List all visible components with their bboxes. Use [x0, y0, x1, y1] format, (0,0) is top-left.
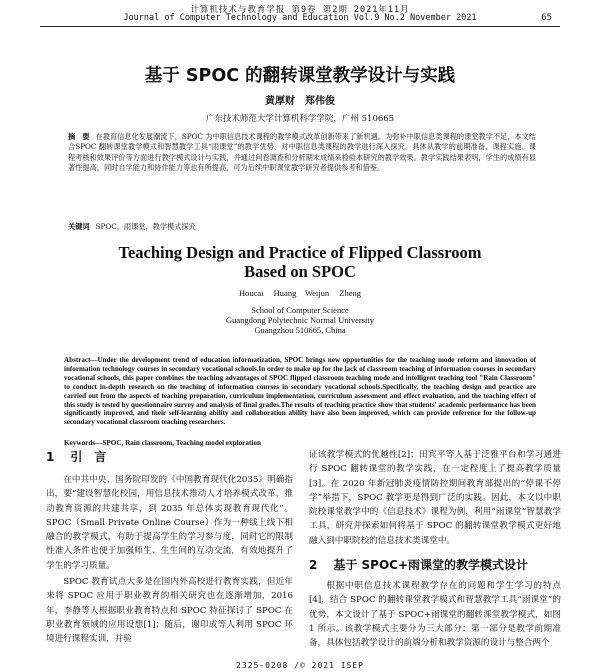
abstract-en-label: Abstract— — [64, 356, 98, 364]
right-column — [309, 448, 561, 651]
keywords-cn-text: SPOC，雨课堂，教学模式探究 — [95, 222, 196, 231]
keywords-en-label: Keywords— — [64, 439, 103, 447]
title-en-line2: Based on SPOC — [244, 262, 356, 281]
footer-issn: 2325-0208 /© 2021 ISEP — [236, 661, 364, 670]
keywords-en — [64, 439, 536, 447]
left-column — [46, 448, 293, 647]
affiliation-en — [0, 305, 600, 335]
section1-title: 引 言 — [70, 450, 107, 464]
section1-para2: SPOC 教育试点大多是在国内外高校进行教育实践，但近年来将 SPOC 应用于职业教育的相关研究也在逐渐增加，2016 年，李静等人根据职业教育特点和 SPOC 特征探讨了 SPOC 在职业教育领域的应用设想[1]；随后，谢印成等人利用 SPOC 环境进行课程实训，并验 — [46, 577, 293, 645]
section1-number: 1 — [46, 450, 55, 464]
section2-title: 基于 SPOC+雨课堂的教学模式设计 — [333, 558, 529, 573]
abstract-cn-label: 摘 要 — [68, 132, 90, 141]
section2-heading — [309, 556, 561, 573]
right-para-continued: 证该教学模式的优越性[2]；田宾平等人基于泛雅平台和学习通进行 SPOC 翻转课堂的教学实践，在一定程度上了提高教学质量[3]。在 2020 年新冠肺炎疫情防控期间教育部提出的“停课不停学”举措下，SPOC 教学更是得到广泛的实践。因此，本文以中职院校课堂教学中的《信息技术》课程为例，利用“雨课堂”智慧教学工具，研究并探索如何将基于 SPOC 的翻转课堂教学模式更好地融入到中职院校的信息技术类课堂中。 — [309, 450, 561, 546]
header-rule — [40, 26, 560, 27]
authors-en: Houcai Huang Weijun Zheng — [238, 288, 361, 298]
title-en-line1: Teaching Design and Practice of Flipped Classroom — [118, 243, 482, 262]
title-en — [0, 243, 600, 281]
abstract-cn-text: 在教育信息化发展潮流下，SPOC 为中职信息技术课程的教学模式改革创新带来了新机遇。为弥补中职信息类课程的课堂教学不足，本文结合SPOC 翻转课堂教学模式和智慧教学工具“雨课堂”的教学优势，对中职信息类课程的教学进行深入探究。具体从教学的前期准备、课程实施、课程考核和效果评价等方面进行教学模式设计与实践，并通过问卷调查和分析期末成绩来检验本研究的教学效果。教学实践结果表明，学生的成绩有显著性提高，同时自学能力和协作能力等也有所提高，可为后续中职课堂教学研究者提供参考和借鉴。 — [68, 132, 536, 172]
section2-number: 2 — [309, 558, 318, 573]
running-header-cn: 计算机技术与教育学报 第9卷 第2期 2021年11月 — [190, 5, 410, 15]
abstract-cn — [68, 132, 536, 173]
abstract-en-text: Under the development trend of education informatization, SPOC brings new opportunities for the teaching mode reform and innovation of information technology courses in secondary vocational schools.In order to make up for the lack of classroom teaching of information courses in secondary vocational schools, this paper combines the teaching advantages of SPOC flipped classroom teaching mode and intelligent teaching tool "Rain Classroom" to conduct in-depth research on the teaching of information courses in secondary vocational schools.Specifically, the teaching design and practice are carried out from the aspects of teaching preparation, curriculum implementation, curriculum assessment and effect evaluation, and the teaching effect of this study is tested by questionnaire survey and analysis of final grades.The results of teaching practice show that students' academic performance has been significantly improved, and their self-learning ability and collaboration ability have also been improved, which can provide reference for the follow-up secondary vocational classroom teaching researchers. — [64, 356, 536, 427]
keywords-cn-label: 关键词 — [68, 222, 90, 231]
section1-para1: 在中共中央、国务院印发的《中国教育现代化2035》明确指出，要“建设智慧化校园，用信息技术推动人才培养模式改革，推动教育资源的共建共享，到 2035 年总体实现教育现代化”。SPOC（Small Private Online Course）作为一种线上线下相融合的教学模式，有助于提高学生的学习参与度，同时它的限制性准入条件也便于加强师生、生生间的互动交流，有效地提升了学生的学习质量。 — [46, 475, 293, 571]
title-cn: 基于 SPOC 的翻转课堂教学设计与实践 — [144, 66, 456, 86]
section2-para1: 根据中职信息技术课程教学存在的问题和学生学习的特点[4]，结合 SPOC 的翻转课堂教学模式和智慧教学工具“雨课堂”的优势，本文设计了基于 SPOC+雨课堂的翻转课堂教学模式，如图1 所示。该教学模式主要分为三大部分：第一部分是教学前期准备，具体包括教学设计的前端分析和教学资源的设计与整合两个 — [309, 581, 561, 649]
authors-cn: 黄厚财 郑伟俊 — [265, 96, 335, 107]
section1-heading — [46, 448, 293, 465]
affiliation-en-line3: Guangzhou 510665, China — [254, 325, 346, 335]
keywords-en-text: SPOC, Rain classroom, Teaching model exploration — [102, 439, 261, 447]
running-header-en: Journal of Computer Technology and Education Vol.9 No.2 November 2021 — [123, 13, 477, 23]
affiliation-en-line1: School of Computer Science — [251, 305, 349, 315]
affiliation-cn: 广东技术师范大学计算机科学学院，广州 510665 — [205, 114, 395, 124]
affiliation-en-line2: Guangdong Polytechnic Normal University — [225, 315, 374, 325]
page-number: 65 — [541, 13, 552, 23]
keywords-cn — [68, 222, 536, 232]
abstract-en — [64, 356, 536, 427]
